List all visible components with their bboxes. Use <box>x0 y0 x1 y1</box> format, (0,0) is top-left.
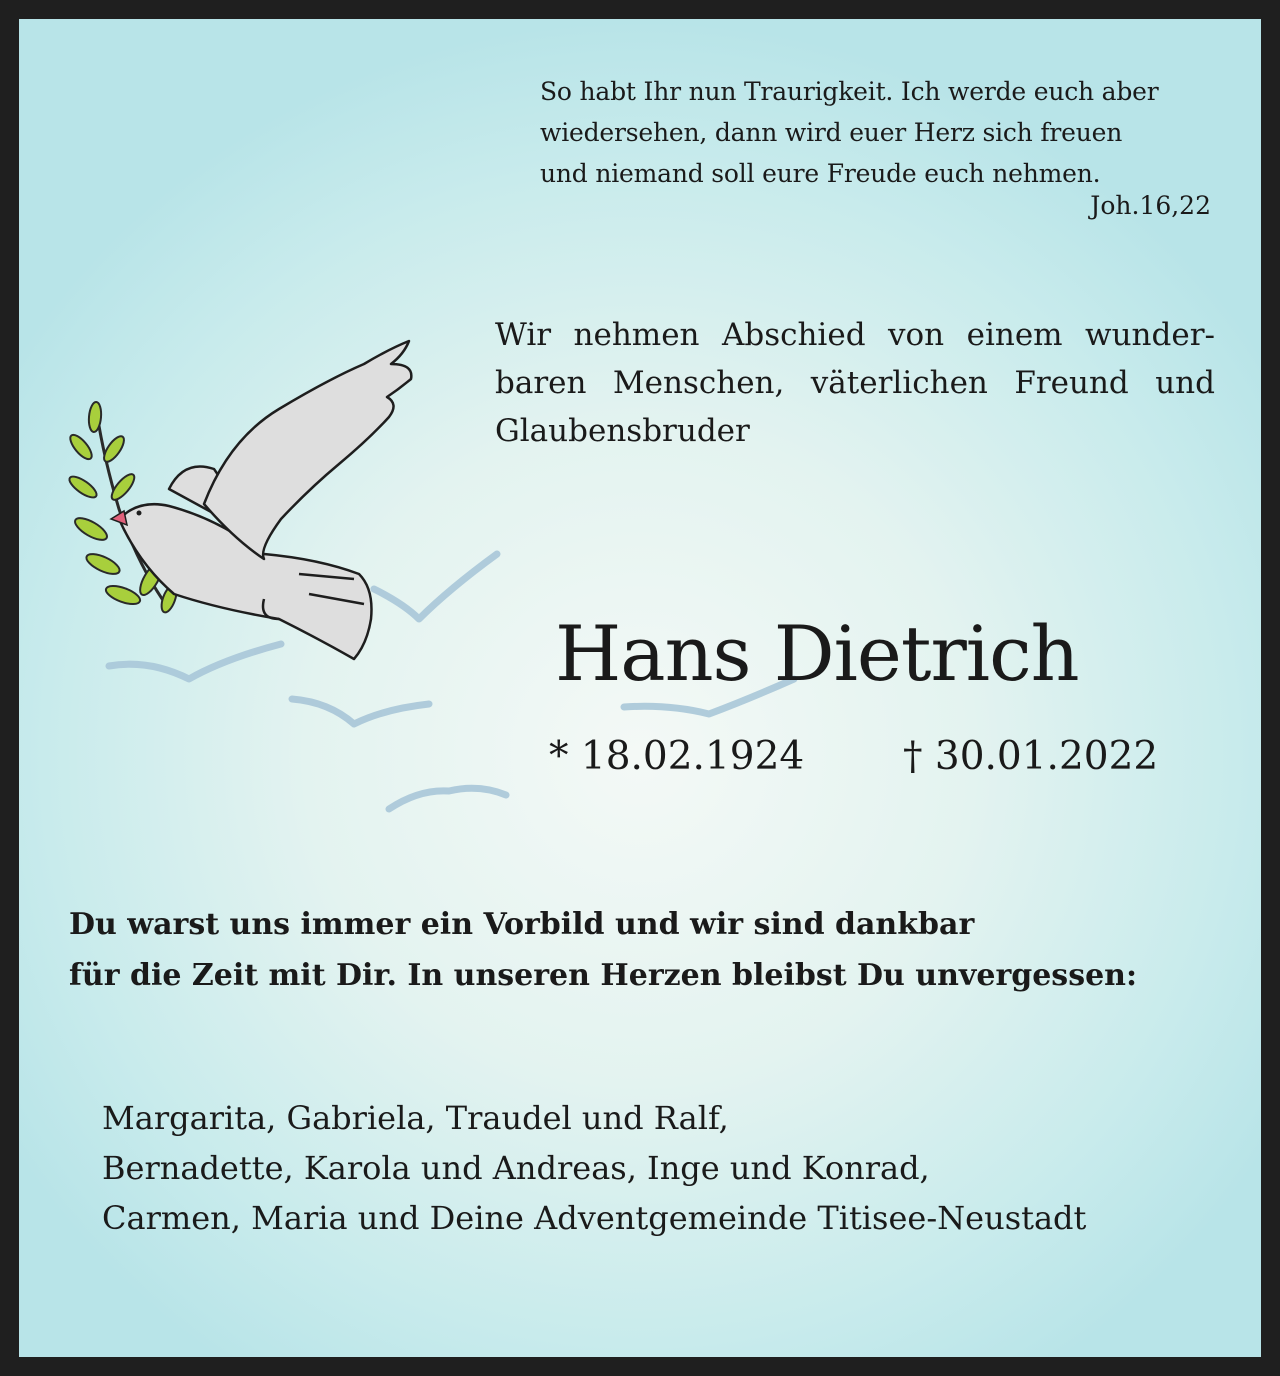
bird-silhouette-icon <box>389 788 506 809</box>
verse-line: und niemand soll eure Freude euch nehmen. <box>540 159 1101 188</box>
mourners-list <box>102 1093 1086 1243</box>
intro-line: Wir nehmen Abschied von einem wunder- <box>495 317 1215 353</box>
mourners-line: Carmen, Maria und Deine Adventgemeinde Titisee-Neustadt <box>102 1199 1087 1237</box>
bird-silhouette-icon <box>374 554 497 619</box>
verse-line: So habt Ihr nun Traurigkeit. Ich werde euch aber <box>540 77 1159 106</box>
mourners-line: Bernadette, Karola und Andreas, Inge und Konrad, <box>102 1149 930 1187</box>
bird-silhouette-icon <box>292 699 429 724</box>
verse-reference: Joh.16,22 <box>1090 191 1211 220</box>
bible-verse <box>540 71 1220 194</box>
deceased-name: Hans Dietrich <box>555 609 1079 698</box>
mourners-line: Margarita, Gabriela, Traudel und Ralf, <box>102 1099 729 1137</box>
gratitude-line: für die Zeit mit Dir. In unseren Herzen bleibst Du unvergessen: <box>69 958 1138 993</box>
verse-line: wiedersehen, dann wird euer Herz sich freuen <box>540 118 1123 147</box>
intro-line: baren Menschen, väterlichen Freund und <box>495 365 1215 401</box>
intro-line: Glaubensbruder <box>495 413 750 449</box>
farewell-intro <box>495 311 1215 455</box>
dove <box>119 341 411 659</box>
birth-date: * 18.02.1924 <box>549 734 805 779</box>
olive-branch <box>66 402 179 615</box>
death-date: † 30.01.2022 <box>903 734 1159 779</box>
bird-silhouette-icon <box>109 644 281 679</box>
gratitude-line: Du warst uns immer ein Vorbild und wir sind dankbar <box>69 907 975 942</box>
obituary-card <box>19 19 1261 1357</box>
gratitude-text <box>69 899 1137 1001</box>
